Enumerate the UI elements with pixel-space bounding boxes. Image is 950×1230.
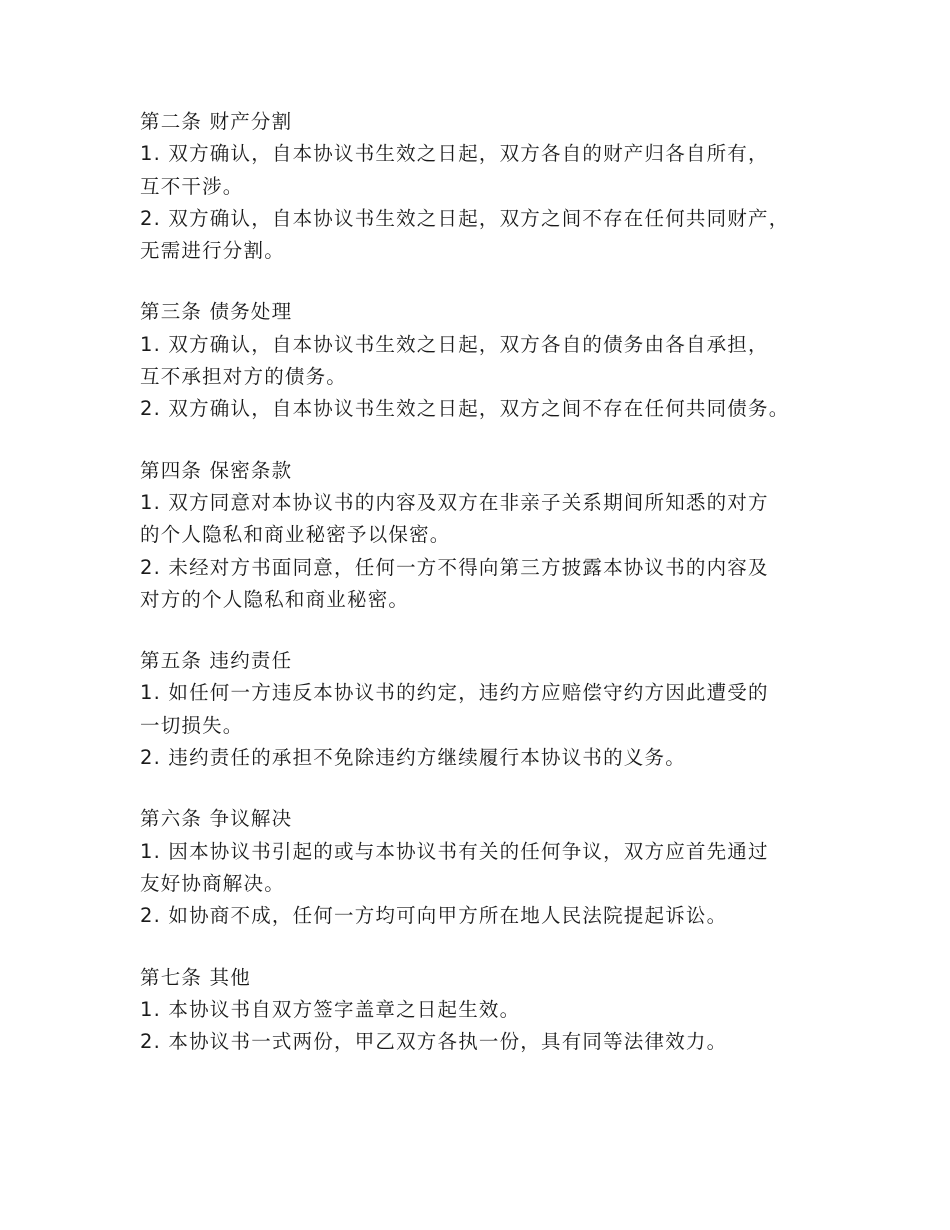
article-clause-text: 2. 双方确认，自本协议书生效之日起，双方之间不存在任何共同债务。 [140,397,790,421]
article-clause-text: 1. 如任何一方违反本协议书的约定，违约方应赔偿守约方因此遭受的 [140,681,769,705]
article-5-breach-liability [140,645,840,774]
article-clause-text: 友好协商解决。 [140,871,285,895]
article-clause-text: 互不承担对方的债务。 [140,365,348,389]
article-4-confidentiality [140,455,840,616]
article-clause-text: 1. 本协议书自双方签字盖章之日起生效。 [140,997,521,1021]
article-clause-text: 2. 违约责任的承担不免除违约方继续履行本协议书的义务。 [140,746,686,770]
article-clause-text: 互不干涉。 [140,174,244,198]
article-heading: 第三条 债务处理 [140,300,293,324]
document-page [140,106,840,1058]
article-clause-text: 2. 未经对方书面同意，任何一方不得向第三方披露本协议书的内容及 [140,555,769,579]
article-heading: 第五条 违约责任 [140,649,293,673]
article-heading: 第二条 财产分割 [140,110,293,133]
article-3-debt-handling [140,296,840,425]
article-clause-text: 2. 如协商不成，任何一方均可向甲方所在地人民法院提起诉讼。 [140,904,728,928]
article-heading: 第四条 保密条款 [140,458,293,482]
article-7-miscellaneous [140,962,840,1059]
article-6-dispute-resolution [140,803,840,932]
article-clause-text: 对方的个人隐私和商业秘密。 [140,587,410,611]
article-clause-text: 1. 双方确认，自本协议书生效之日起，双方各自的财产归各自所有， [140,142,769,166]
article-heading: 第七条 其他 [140,965,251,989]
article-clause-text: 的个人隐私和商业秘密予以保密。 [140,523,451,547]
article-clause-text: 1. 因本协议书引起的或与本协议书有关的任何争议，双方应首先通过 [140,839,769,863]
article-clause-text: 无需进行分割。 [140,239,285,263]
article-2-property-division [140,106,840,267]
article-clause-text: 1. 双方同意对本协议书的内容及双方在非亲子关系期间所知悉的对方 [140,490,769,514]
article-heading: 第六条 争议解决 [140,807,293,831]
article-clause-text: 一切损失。 [140,713,244,737]
article-clause-text: 2. 双方确认，自本协议书生效之日起，双方之间不存在任何共同财产， [140,206,790,230]
article-clause-text: 1. 双方确认，自本协议书生效之日起，双方各自的债务由各自承担， [140,332,769,356]
article-clause-text: 2. 本协议书一式两份，甲乙双方各执一份，具有同等法律效力。 [140,1030,728,1054]
